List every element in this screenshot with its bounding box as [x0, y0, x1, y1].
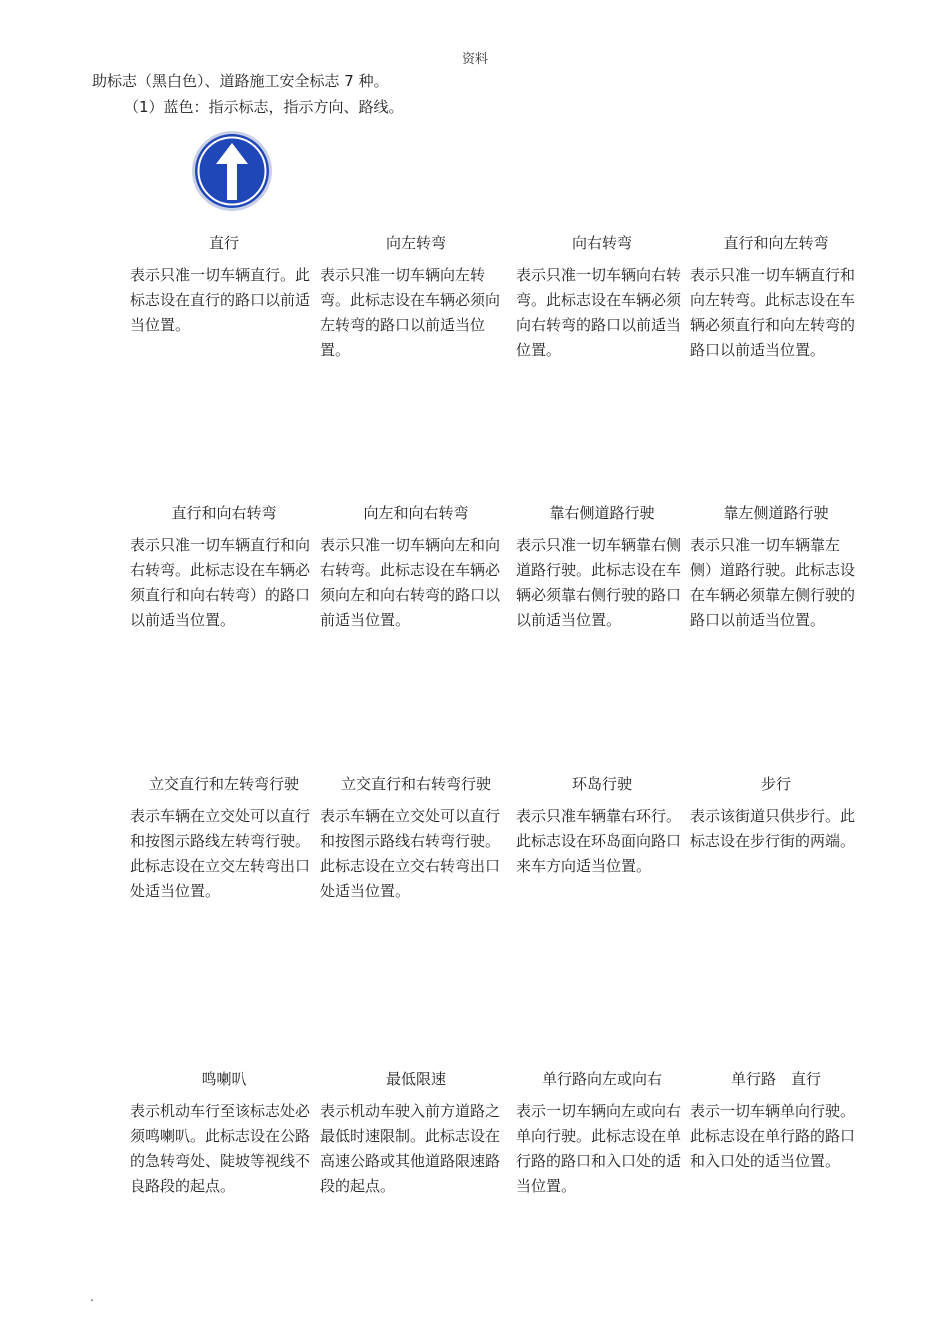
sign-description: 表示只准一切车辆向左和向右转弯。此标志设在车辆必须向左和向右转弯的路口以前适当位置。	[320, 536, 501, 629]
sign-entry	[690, 233, 862, 363]
intro-line-1: 助标志（黑白色）、道路施工安全标志 7 种。	[92, 72, 389, 90]
sign-title: 向右转弯	[571, 234, 632, 252]
sign-entry	[690, 503, 862, 633]
sign-title: 靠右侧道路行驶	[549, 504, 655, 522]
page-header: 资料	[461, 52, 488, 67]
sign-entry	[516, 774, 688, 879]
sign-entry	[130, 1069, 318, 1199]
sign-title: 单行路 直行	[730, 1070, 821, 1088]
sign-description: 表示只准一切车辆靠左侧）道路行驶。此标志设在车辆必须靠左侧行驶的路口以前适当位置。	[690, 536, 856, 629]
sign-title: 向左和向右转弯	[363, 504, 469, 522]
sign-entry	[516, 233, 688, 363]
sign-title: 向左转弯	[385, 234, 446, 252]
sign-title: 单行路向左或向右	[541, 1070, 662, 1088]
sign-title: 最低限速	[385, 1070, 446, 1088]
sign-description: 表示只准一切车辆直行。此标志设在直行的路口以前适当位置。	[130, 266, 311, 334]
sign-description: 表示机动车驶入前方道路之最低时速限制。此标志设在高速公路或其他道路限速路段的起点。	[320, 1102, 501, 1195]
sign-description: 表示该街道只供步行。此标志设在步行街的两端。	[690, 807, 856, 850]
sign-description: 表示机动车行至该标志处必须鸣喇叭。此标志设在公路的急转弯处、陡坡等视线不良路段的起点。	[130, 1102, 311, 1195]
sign-title: 靠左侧道路行驶	[723, 504, 829, 522]
sign-title: 立交直行和右转弯行驶	[340, 775, 491, 793]
straight-ahead-arrow-icon	[191, 130, 273, 212]
sign-description: 表示一切车辆单向行驶。此标志设在单行路的路口和入口处的适当位置。	[690, 1102, 856, 1170]
sign-title: 环岛行驶	[571, 775, 632, 793]
sign-entry	[130, 774, 318, 904]
sign-title: 立交直行和左转弯行驶	[148, 775, 299, 793]
footer-mark: .	[90, 1290, 94, 1304]
sign-entry	[690, 1069, 862, 1174]
sign-description: 表示只准一切车辆直行和向右转弯。此标志设在车辆必须直行和向右转弯）的路口以前适当位置。	[130, 536, 311, 629]
sign-entry	[320, 774, 512, 904]
sign-entry	[516, 503, 688, 633]
sign-title: 直行	[208, 234, 239, 252]
sign-title: 鸣喇叭	[201, 1070, 247, 1088]
sign-description: 表示车辆在立交处可以直行和按图示路线右转弯行驶。此标志设在立交右转弯出口处适当位置。	[320, 807, 501, 900]
sign-entry	[516, 1069, 688, 1199]
intro-line-2: （1）蓝色：指示标志，指示方向、路线。	[124, 98, 404, 116]
sign-description: 表示只准车辆靠右环行。此标志设在环岛面向路口来车方向适当位置。	[516, 807, 682, 875]
sign-description: 表示只准一切车辆直行和向左转弯。此标志设在车辆必须直行和向左转弯的路口以前适当位置。	[690, 266, 856, 359]
sign-entry	[130, 503, 318, 633]
sign-entry	[320, 503, 512, 633]
sign-entry	[320, 1069, 512, 1199]
sign-title: 步行	[760, 775, 791, 793]
sign-description: 表示只准一切车辆向左转弯。此标志设在车辆必须向左转弯的路口以前适当位置。	[320, 266, 501, 359]
sign-entry	[690, 774, 862, 854]
sign-title: 直行和向左转弯	[723, 234, 829, 252]
sign-description: 表示只准一切车辆靠右侧道路行驶。此标志设在车辆必须靠右侧行驶的路口以前适当位置。	[516, 536, 682, 629]
sign-title: 直行和向右转弯	[171, 504, 277, 522]
sign-description: 表示车辆在立交处可以直行和按图示路线左转弯行驶。此标志设在立交左转弯出口处适当位置。	[130, 807, 311, 900]
sign-description: 表示只准一切车辆向右转弯。此标志设在车辆必须向右转弯的路口以前适当位置。	[516, 266, 682, 359]
sign-entry	[320, 233, 512, 363]
sign-description: 表示一切车辆向左或向右单向行驶。此标志设在单行路的路口和入口处的适当位置。	[516, 1102, 682, 1195]
sign-entry	[130, 233, 318, 338]
